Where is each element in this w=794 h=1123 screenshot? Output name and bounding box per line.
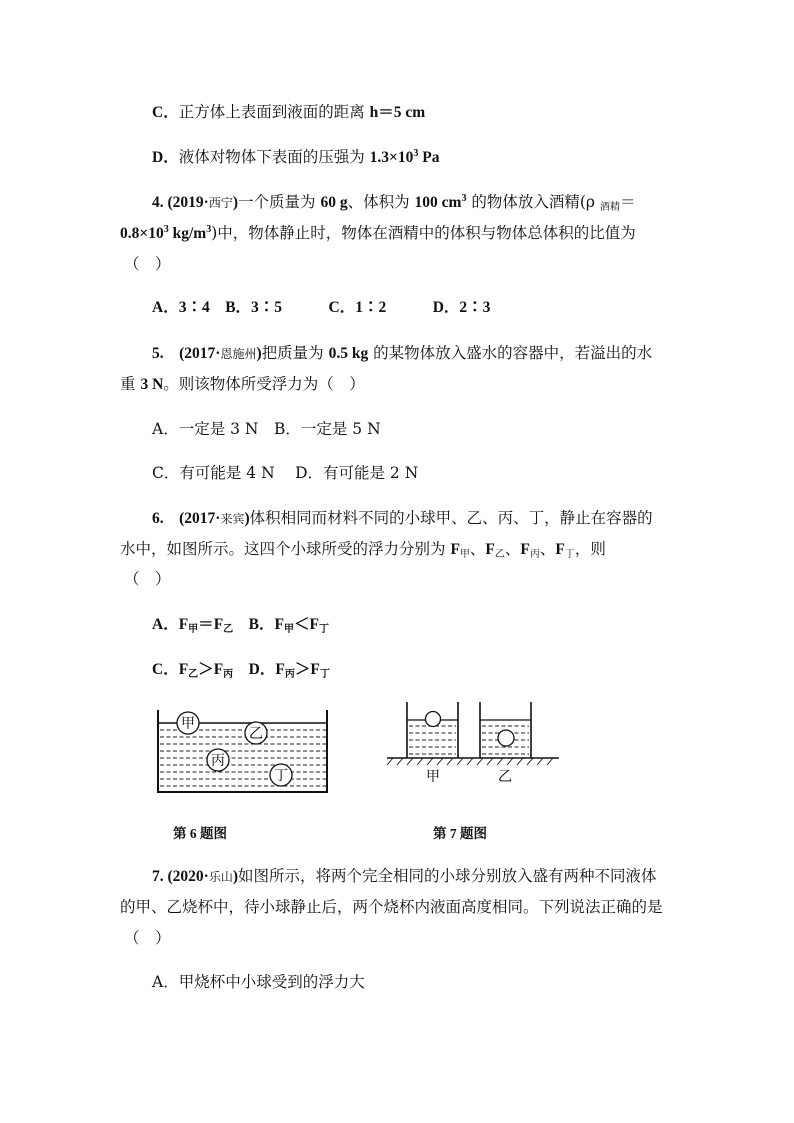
ball-bing: [207, 749, 229, 771]
q6-options-cd: C．$F_乙>F_丙$ D．$F_丙>F_丁$: [152, 661, 330, 680]
beaker-yi: [480, 702, 531, 758]
q5-line-1: 5. (2017·恩施州)把质量为 0.5 kg 的某物体放入盛水的容器中，若溢出的水: [152, 344, 653, 362]
ball-ding: [270, 764, 292, 786]
figure-6-container-diagram: [150, 700, 335, 800]
q3-option-c: C．正方体上表面到液面的距离 h＝5 cm: [152, 103, 426, 121]
svg-text:丙: 丙: [211, 753, 225, 769]
q4-answer-blank: （ ）: [124, 255, 171, 273]
q7-line-1: 7. (2020·乐山)如图所示，将两个完全相同的小球分别放入盛有两种不同液体: [152, 867, 657, 885]
q6-line-1: 6. (2017·来宾)体积相同而材料不同的小球甲、乙、丙、丁，静止在容器的: [152, 509, 653, 527]
q4-line-2: $0.8\times 10^3$ $kg/m^3$)中，物体静止时，物体在酒精中的体积与物体总体积的比值为: [120, 224, 636, 242]
table-surface: [387, 758, 559, 765]
q7-answer-blank: （ ）: [124, 929, 171, 947]
q5-line-2: 重 3 N。则该物体所受浮力为（ ）: [120, 375, 365, 393]
q6-answer-blank: （ ）: [124, 570, 171, 588]
beaker-jia: [407, 702, 458, 758]
q7-option-a: A．甲烧杯中小球受到的浮力大: [152, 973, 365, 991]
ball-jia: [177, 712, 199, 734]
q6-options-ab: A．$F_甲=F_乙$ B．$F_甲<F_丁$: [152, 616, 329, 635]
q5-options-ab: A．一定是 3 N B．一定是 5 N: [152, 420, 381, 438]
q4-line-1: 4. (2019·西宁)一个质量为 60 g、体积为 100 $cm^3$ 的物体放入酒精(ρ $_{酒精}$＝: [152, 193, 636, 213]
figure-7-beakers-diagram: [383, 698, 563, 788]
beaker-label-yi: 乙: [498, 769, 512, 785]
q5-options-cd: C．有可能是 4 N D．有可能是 2 N: [152, 464, 419, 482]
q3-option-d: D．液体对物体下表面的压强为 $1.3\times 10^3$ Pa: [152, 148, 440, 166]
svg-text:乙: 乙: [249, 726, 263, 742]
figure-6-caption: 第 6 题图: [173, 826, 227, 841]
svg-text:甲: 甲: [181, 716, 195, 732]
beaker-label-jia: 甲: [426, 769, 440, 785]
svg-text:丁: 丁: [274, 768, 288, 784]
q7-line-2: 的甲、乙烧杯中，待小球静止后，两个烧杯内液面高度相同。下列说法正确的是: [120, 898, 663, 916]
figure-7-caption: 第 7 题图: [433, 826, 487, 841]
water-dashes: [160, 730, 326, 786]
q4-options: A．3∶4 B．3∶5 C．1∶2 D．2∶3: [152, 299, 491, 316]
q6-line-2: 水中，如图所示。这四个小球所受的浮力分别为 $F_甲$、$F_乙$、$F_丙$、$F_丁$，则: [120, 540, 606, 560]
ball-yi: [245, 722, 267, 744]
